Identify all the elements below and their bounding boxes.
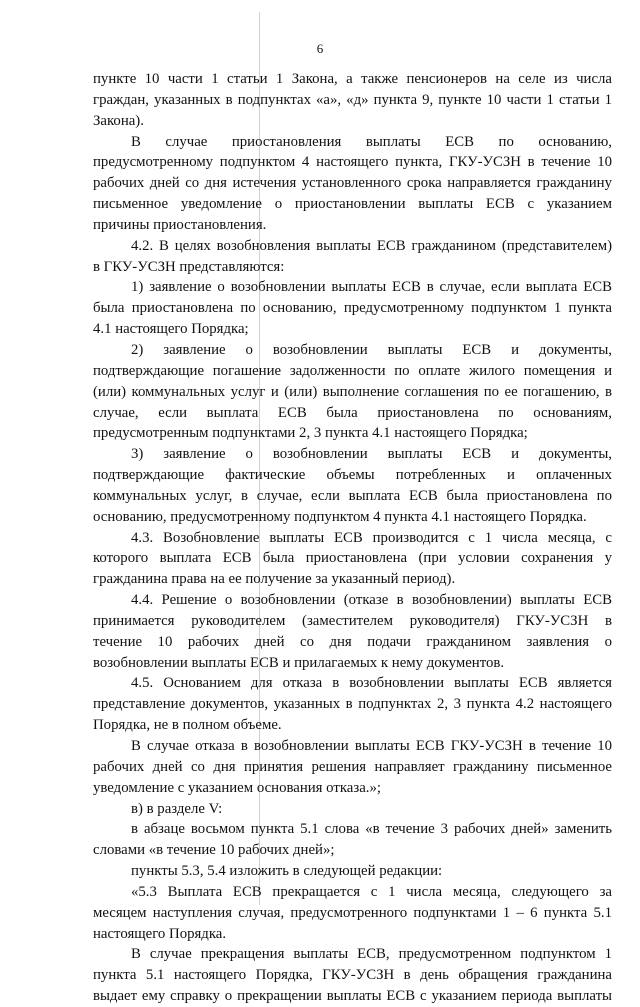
text-line: подтверждающие фактические объемы потребленных и оплаченных	[93, 467, 612, 484]
text-line: месяцем наступления случая, предусмотренного подпунктами 1 – 6 пункта 5.1	[93, 904, 612, 921]
text-line: в абзаце восьмом пункта 5.1 слова «в течение 3 рабочих дней» заменить	[131, 821, 612, 838]
text-line: была приостановлена по основанию, предусмотренному подпунктом 1 пункта	[93, 300, 612, 317]
text-line: гражданина права на ее получение за указанный период).	[93, 571, 456, 588]
text-line: течение 10 рабочих дней со дня подачи гражданином заявления о	[93, 633, 612, 650]
text-line: пункте 10 части 1 статьи 1 Закона, а также пенсионеров на селе из числа	[93, 71, 612, 87]
text-line: в) в разделе V:	[131, 800, 223, 817]
text-line: В случае отказа в возобновлении выплаты ЕСВ ГКУ-УСЗН в течение 10	[131, 738, 612, 754]
text-line: принимается руководителем (заместителем руководителя) ГКУ-УСЗН в	[93, 612, 612, 629]
text-line: подтверждающие погашение задолженности по оплате жилого помещения и	[93, 362, 612, 379]
text-line: в ГКУ-УСЗН представляются:	[93, 258, 285, 275]
text-line: предусмотренным подпунктами 2, 3 пункта 4.1 настоящего Порядка;	[93, 425, 528, 442]
text-line: 4.2. В целях возобновления выплаты ЕСВ гражданином (представителем)	[131, 237, 612, 254]
page-number: 6	[316, 41, 324, 56]
text-line: настоящего Порядка.	[93, 925, 227, 942]
text-line: основанию, предусмотренному подпунктом 4 пункта 4.1 настоящего Порядка.	[93, 508, 587, 525]
text-line: предусмотренному подпунктом 4 настоящего пункта, ГКУ-УСЗН в течение 10	[93, 154, 612, 171]
text-line: возобновлении выплаты ЕСВ и прилагаемых к нему документов.	[93, 654, 505, 671]
text-line: 2) заявление о возобновлении выплаты ЕСВ и документы,	[131, 341, 612, 358]
text-line: причины приостановления.	[93, 216, 267, 233]
text-line: В случае прекращения выплаты ЕСВ, предусмотренном подпунктом 1	[131, 946, 612, 963]
text-line: граждан, указанных в подпунктах «а», «д» пункта 9, пункте 10 части 1 статьи 1	[93, 91, 612, 108]
text-line: рабочих дней со дня принятия решения направляет гражданину письменное	[93, 758, 612, 775]
text-line: словами «в течение 10 рабочих дней»;	[93, 842, 335, 859]
text-line: 4.5. Основанием для отказа в возобновлении выплаты ЕСВ является	[131, 675, 612, 692]
text-line: Закона).	[93, 112, 144, 129]
text-line: «5.3 Выплата ЕСВ прекращается с 1 числа месяца, следующего за	[131, 883, 612, 900]
text-line: выдает ему справку о прекращении выплаты ЕСВ с указанием периода выплаты	[93, 988, 612, 1005]
text-line: представление документов, указанных в подпунктах 2, 3 пункта 4.2 настоящего	[93, 696, 612, 713]
text-line: которого выплата ЕСВ была приостановлена (при условии сохранения у	[93, 550, 612, 567]
text-line: 4.3. Возобновление выплаты ЕСВ производится с 1 числа месяца, с	[131, 529, 612, 546]
text-line: Порядка, не в полном объеме.	[93, 717, 282, 734]
text-line: коммунальных услуг, в случае, если выплата ЕСВ была приостановлена по	[93, 487, 612, 504]
text-line: (или) коммунальных услуг и (или) выполнение соглашения по ее погашению, в	[93, 383, 612, 400]
text-line: пункты 5.3, 5.4 изложить в следующей редакции:	[131, 863, 443, 880]
document-body	[93, 69, 612, 1007]
text-line: 4.1 настоящего Порядка;	[93, 321, 249, 338]
text-line: уведомление с указанием основания отказа.»;	[93, 779, 381, 796]
text-line: 4.4. Решение о возобновлении (отказе в возобновлении) выплаты ЕСВ	[131, 592, 612, 609]
text-line: В случае приостановления выплаты ЕСВ по основанию,	[131, 133, 612, 150]
text-line: письменное уведомление о приостановлении выплаты ЕСВ с указанием	[93, 196, 612, 213]
text-line: случае, если выплата ЕСВ была приостановлена по основаниям,	[93, 404, 612, 421]
text-line: рабочих дней со дня истечения установленного срока направляется гражданину	[93, 175, 612, 192]
text-line: 3) заявление о возобновлении выплаты ЕСВ и документы,	[131, 446, 612, 463]
text-line: пункта 5.1 настоящего Порядка, ГКУ-УСЗН в день обращения гражданина	[93, 967, 612, 984]
text-line: 1) заявление о возобновлении выплаты ЕСВ в случае, если выплата ЕСВ	[131, 279, 612, 296]
